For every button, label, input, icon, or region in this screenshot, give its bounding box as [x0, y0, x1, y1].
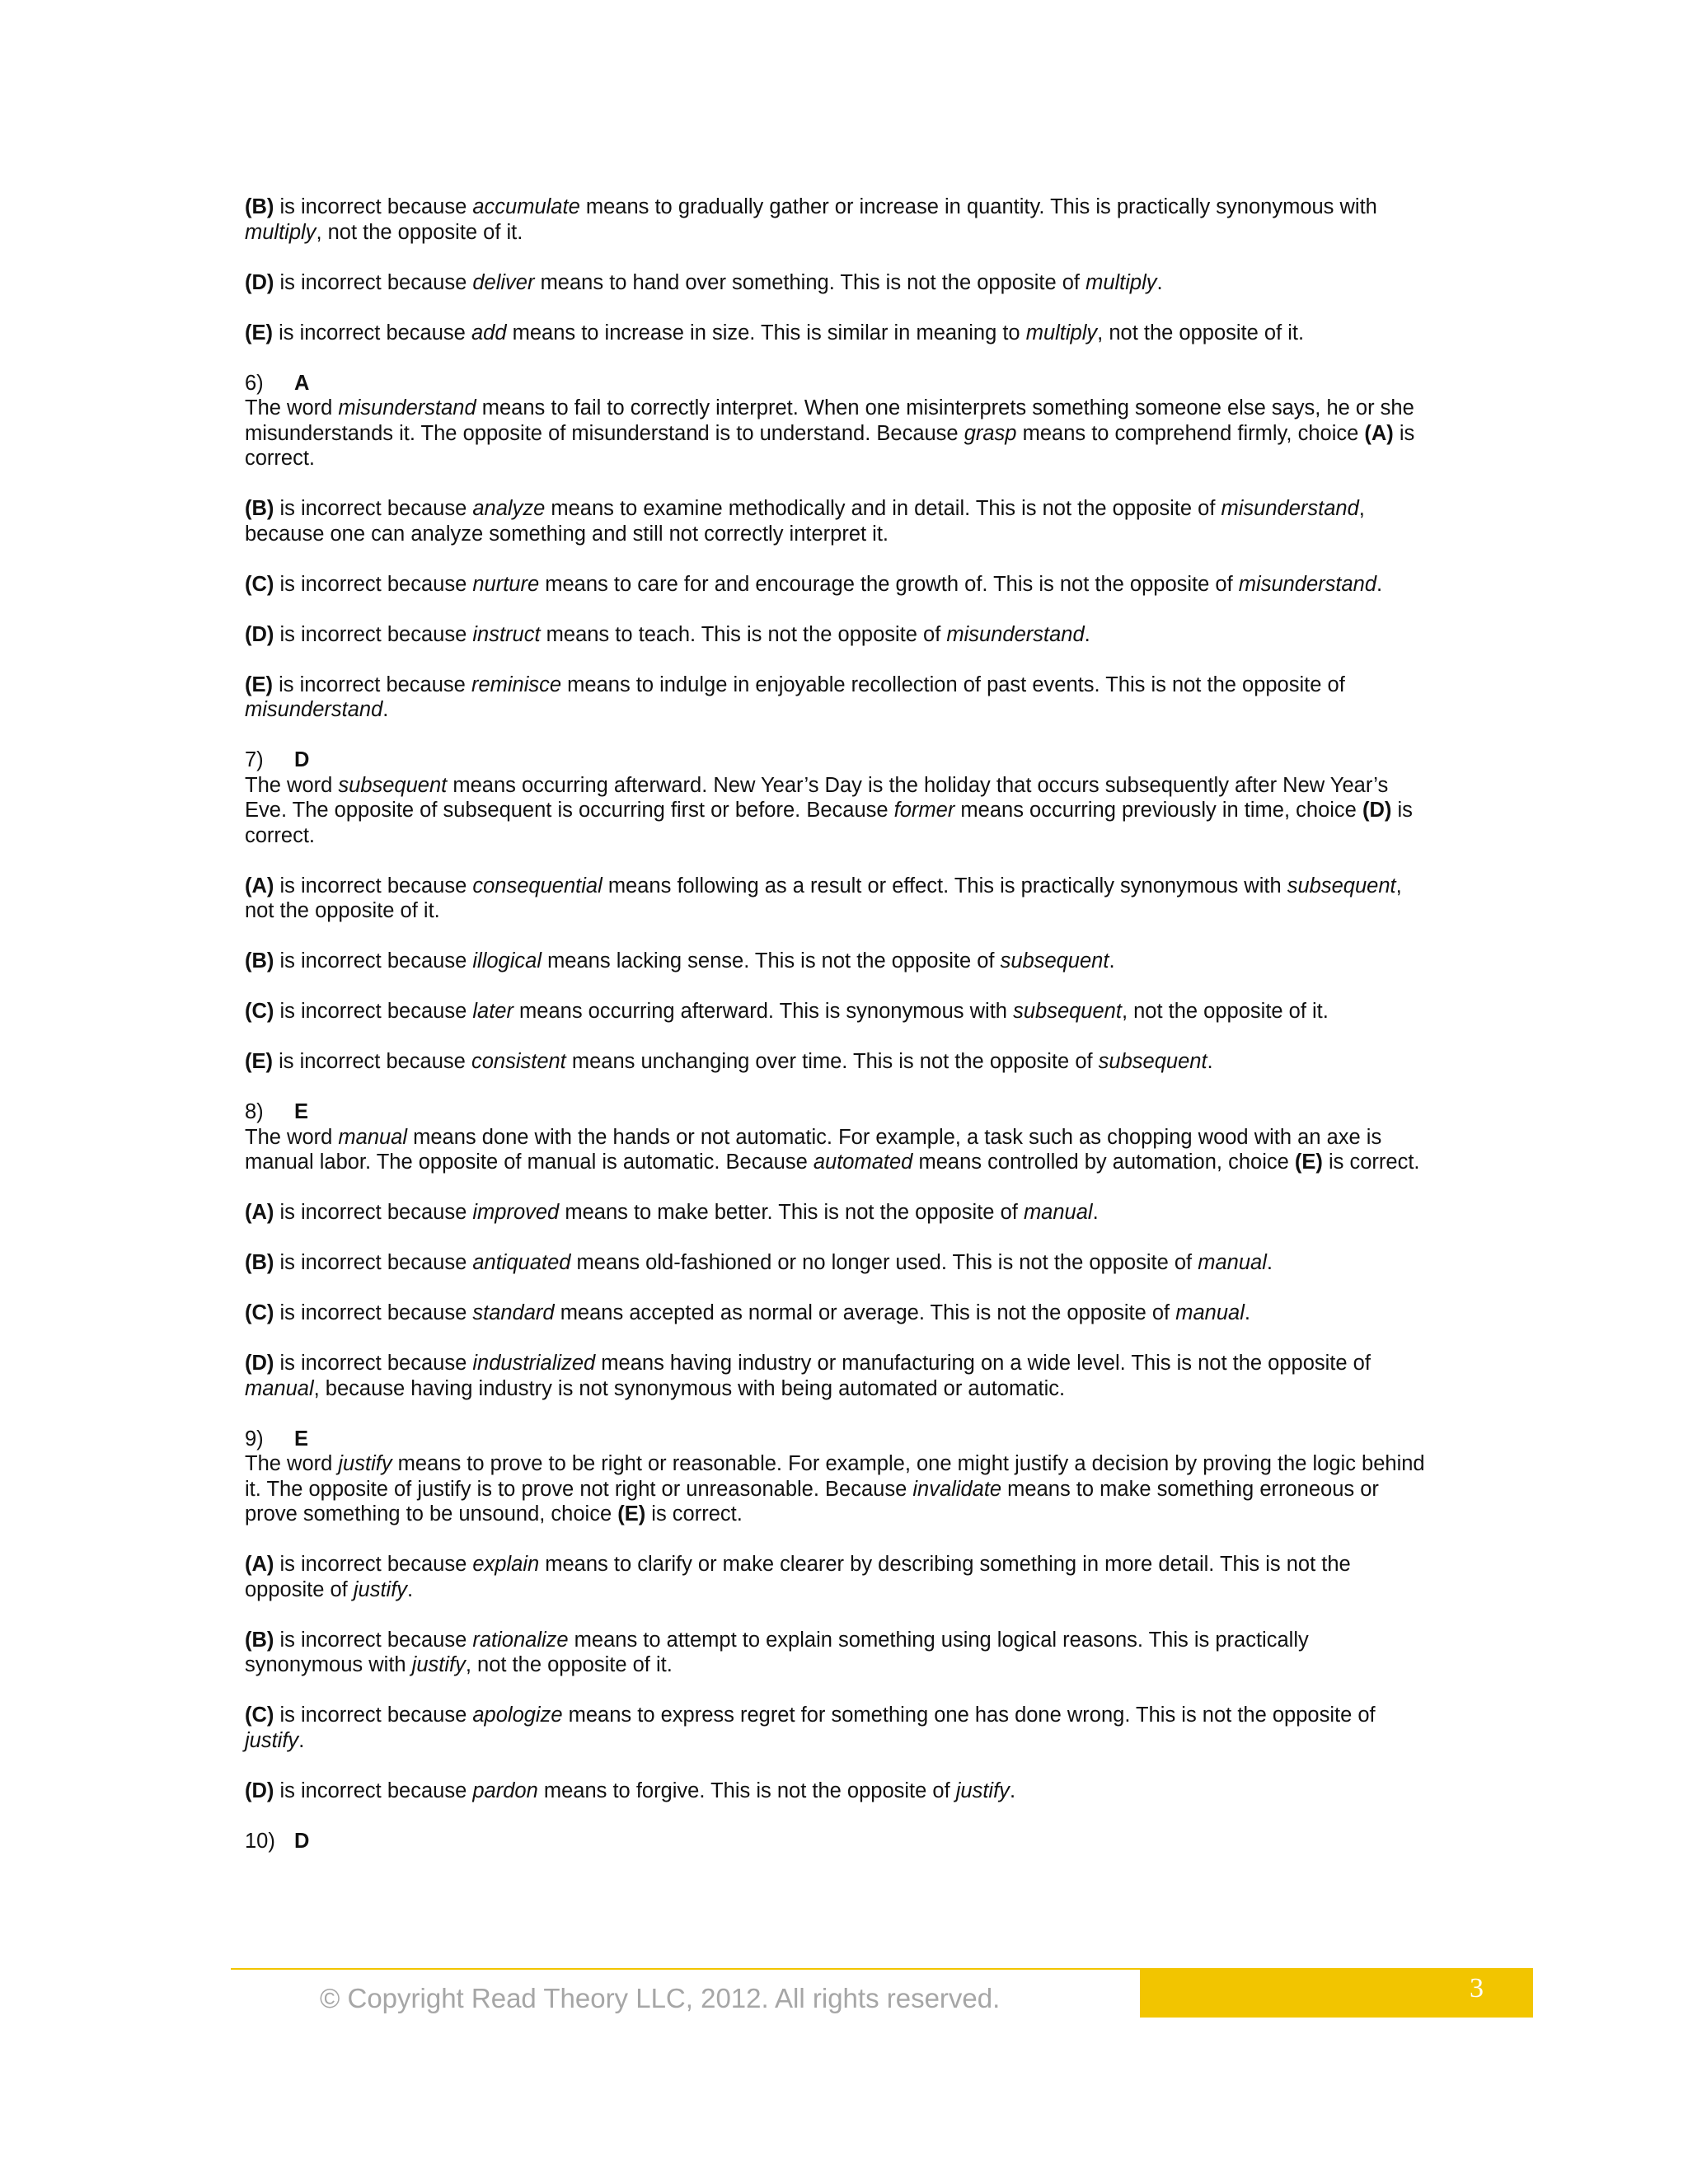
paragraph-text [245, 1703, 1432, 1753]
paragraph-text [245, 1628, 1432, 1678]
choice-label: (A) [1364, 421, 1394, 445]
paragraph-text [245, 270, 1432, 296]
vocab-word: add [471, 321, 507, 344]
choice-label: (D) [1362, 799, 1392, 822]
text-run: means to forgive. This is not the opposite of [537, 1779, 956, 1802]
question-header [245, 1829, 1432, 1854]
vocab-word: former [893, 799, 955, 822]
text-run: is incorrect because [273, 321, 471, 344]
text-run: means having industry or manufacturing on a wide level. This is not the opposite of [595, 1352, 1371, 1375]
copyright-notice: © Copyright Read Theory LLC, 2012. All rights reserved. [320, 1983, 1001, 2013]
text-run: means to increase in size. This is similar in meaning to [506, 321, 1026, 344]
choice-label: (E) [1294, 1151, 1323, 1174]
text-run: means old-fashioned or no longer used. This is not the opposite of [570, 1251, 1198, 1274]
choice-label: (A) [245, 1553, 274, 1576]
choice-explanation [245, 1351, 1432, 1401]
text-run: is incorrect because [274, 1251, 473, 1274]
text-run: The word [245, 396, 339, 419]
answer-letter: A [294, 371, 310, 395]
vocab-word: justify [411, 1653, 466, 1676]
vocab-word: justify [955, 1779, 1010, 1802]
text-run: . [382, 698, 389, 721]
vocab-word: multiply [245, 220, 316, 244]
choice-label: (C) [245, 572, 274, 596]
text-run: means occurring afterward. New Year’s Day is the holiday that occurs subsequently after New Year’s Eve. The opposite of subsequent is occurring first or before. Because [245, 773, 1389, 822]
choice-explanation [245, 572, 1432, 598]
vocab-word: later [472, 1000, 513, 1023]
text-run: means accepted as normal or average. This is not the opposite of [554, 1301, 1176, 1324]
vocab-word: justify [338, 1452, 392, 1475]
text-run: means to teach. This is not the opposite of [540, 622, 947, 646]
paragraph-text [245, 1250, 1432, 1276]
vocab-word: manual [1175, 1301, 1245, 1324]
text-run: means to gradually gather or increase in quantity. This is practically synonymous with [579, 195, 1377, 218]
text-run: is incorrect because [274, 270, 473, 294]
text-run: is incorrect because [273, 1050, 471, 1073]
answer-letter: D [294, 748, 310, 771]
page-number: 3 [1470, 1973, 1484, 2004]
paragraph-text [245, 1779, 1432, 1804]
text-run: The word [245, 1125, 339, 1149]
vocab-word: standard [472, 1301, 555, 1324]
vocab-word: multiply [1085, 270, 1157, 294]
text-run: The word [245, 773, 339, 797]
choice-label: (D) [245, 622, 274, 646]
choice-explanation [245, 321, 1432, 346]
question-header [245, 371, 1432, 396]
text-run: means to clarify or make clearer by describing something in more detail. This is not the opposite of [245, 1553, 1351, 1601]
text-run: means to examine methodically and in detail. This is not the opposite of [545, 497, 1221, 520]
text-run: . [1207, 1050, 1213, 1073]
question-number: 7) [245, 748, 264, 771]
text-run: means done with the hands or not automatic. For example, a task such as chopping wood with an axe is manual labor. The opposite of manual is automatic. Because [245, 1125, 1382, 1174]
paragraph-text [245, 1451, 1432, 1527]
paragraph-text [245, 496, 1432, 546]
paragraph-text [245, 622, 1432, 648]
choice-label: (D) [245, 1352, 274, 1375]
paragraph-text [245, 1351, 1432, 1401]
vocab-word: antiquated [472, 1251, 571, 1274]
text-run: is incorrect because [274, 1779, 473, 1802]
paragraph-text [245, 1200, 1432, 1226]
text-run: means to make better. This is not the opposite of [559, 1201, 1024, 1224]
answer-letter: E [294, 1427, 309, 1451]
vocab-word: deliver [472, 270, 535, 294]
text-run: is incorrect because [274, 1352, 473, 1375]
choice-explanation [245, 270, 1432, 296]
paragraph-text [245, 1125, 1432, 1175]
text-run: . [1084, 622, 1090, 646]
text-run: is incorrect because [274, 1201, 473, 1224]
text-run: is incorrect because [274, 1553, 473, 1576]
vocab-word: misunderstand [245, 698, 383, 721]
choice-explanation [245, 1049, 1432, 1075]
text-run: means to express regret for something one has done wrong. This is not the opposite of [562, 1704, 1376, 1727]
text-run: means controlled by automation, choice [912, 1151, 1295, 1174]
text-run: is incorrect because [274, 195, 473, 218]
choice-explanation [245, 1779, 1432, 1804]
vocab-word: manual [1023, 1201, 1093, 1224]
text-run: means to attempt to explain something using logical reasons. This is practically synonymous with [245, 1628, 1309, 1676]
vocab-word: multiply [1025, 321, 1098, 344]
text-run: is correct. [645, 1502, 743, 1526]
question-header [245, 748, 1432, 773]
choice-label: (B) [245, 195, 274, 218]
text-run: is incorrect because [274, 949, 473, 972]
vocab-word: subsequent [1000, 949, 1109, 972]
paragraph-text [245, 1301, 1432, 1326]
text-run: , not the opposite of it. [245, 874, 1402, 922]
vocab-word: consistent [471, 1050, 566, 1073]
choice-label: (D) [245, 270, 274, 294]
vocab-word: manual [1198, 1251, 1267, 1274]
question-number: 9) [245, 1427, 264, 1451]
choice-label: (C) [245, 1301, 274, 1324]
choice-explanation [245, 496, 1432, 546]
vocab-word: automated [813, 1151, 913, 1174]
vocab-word: industrialized [472, 1352, 596, 1375]
footer-rule [231, 1968, 1140, 1970]
question-header [245, 1427, 1432, 1452]
paragraph-text [245, 321, 1432, 346]
choice-explanation [245, 1250, 1432, 1276]
paragraph-text [245, 874, 1432, 924]
vocab-word: analyze [472, 497, 546, 520]
choice-label: (B) [245, 949, 274, 972]
question-number: 10) [245, 1829, 275, 1853]
text-run: , not the opposite of it. [1097, 321, 1305, 344]
text-run: means to indulge in enjoyable recollection of past events. This is not the opposite of [561, 673, 1345, 696]
choice-explanation [245, 999, 1432, 1024]
text-run: means following as a result or effect. This is practically synonymous with [602, 874, 1287, 898]
text-run: . [1244, 1301, 1250, 1324]
vocab-word: illogical [472, 949, 542, 972]
text-run: . [1376, 572, 1383, 596]
vocab-word: nurture [472, 572, 540, 596]
vocab-word: grasp [964, 421, 1017, 445]
vocab-word: manual [338, 1125, 408, 1149]
choice-explanation [245, 1628, 1432, 1678]
text-run: is incorrect because [274, 1704, 473, 1727]
vocab-word: instruct [472, 622, 541, 646]
question-explanation [245, 371, 1432, 471]
question-number: 6) [245, 371, 264, 395]
text-run: means occurring previously in time, choice [954, 799, 1362, 822]
answer-letter: D [294, 1829, 310, 1853]
paragraph-text [245, 572, 1432, 598]
text-run: . [1266, 1251, 1273, 1274]
vocab-word: rationalize [472, 1628, 569, 1652]
paragraph-text [245, 194, 1432, 245]
choice-explanation [245, 874, 1432, 924]
vocab-word: consequential [472, 874, 603, 898]
text-run: means lacking sense. This is not the opposite of [541, 949, 1001, 972]
text-run: , not the opposite of it. [1121, 1000, 1329, 1023]
text-run: means unchanging over time. This is not the opposite of [565, 1050, 1099, 1073]
text-run: is incorrect because [274, 1301, 473, 1324]
vocab-word: misunderstand [1238, 572, 1377, 596]
choice-label: (A) [245, 1201, 274, 1224]
paragraph-text [245, 396, 1432, 471]
text-run: means occurring afterward. This is synonymous with [513, 1000, 1014, 1023]
text-run: is correct. [245, 799, 1413, 847]
vocab-word: justify [245, 1728, 299, 1752]
choice-label: (B) [245, 1628, 274, 1652]
question-header [245, 1099, 1432, 1125]
vocab-word: subsequent [1098, 1050, 1207, 1073]
text-run: means to fail to correctly interpret. When one misinterprets something someone else says, he or she misunderstands it. The opposite of misunderstand is to understand. Because [245, 396, 1414, 445]
question-number: 8) [245, 1100, 264, 1123]
footer-page-bar [1140, 1968, 1533, 2018]
text-run: . [1156, 270, 1163, 294]
text-run: is incorrect because [274, 1628, 473, 1652]
text-run: is incorrect because [274, 622, 473, 646]
choice-explanation [245, 673, 1432, 723]
paragraph-text [245, 773, 1432, 849]
text-run: means to hand over something. This is not the opposite of [534, 270, 1086, 294]
vocab-word: improved [472, 1201, 560, 1224]
choice-explanation [245, 194, 1432, 245]
question-explanation [245, 748, 1432, 848]
vocab-word: subsequent [338, 773, 448, 797]
text-run: is correct. [245, 421, 1415, 470]
choice-label: (E) [617, 1502, 646, 1526]
document-body [245, 194, 1432, 1879]
text-run: . [1009, 1779, 1016, 1802]
choice-label: (E) [245, 321, 273, 344]
choice-label: (B) [245, 1251, 274, 1274]
question-explanation [245, 1427, 1432, 1527]
paragraph-text [245, 1049, 1432, 1075]
vocab-word: misunderstand [338, 396, 476, 419]
text-run: is incorrect because [273, 673, 471, 696]
choice-label: (C) [245, 1000, 274, 1023]
answer-letter: E [294, 1100, 309, 1123]
vocab-word: manual [245, 1376, 314, 1400]
text-run: is incorrect because [274, 497, 473, 520]
paragraph-text [245, 673, 1432, 723]
vocab-word: subsequent [1013, 1000, 1122, 1023]
vocab-word: subsequent [1287, 874, 1396, 898]
text-run: means to make something erroneous or prove something to be unsound, choice [245, 1477, 1379, 1526]
vocab-word: apologize [472, 1704, 563, 1727]
choice-explanation [245, 1200, 1432, 1226]
text-run: , not the opposite of it. [465, 1653, 673, 1676]
choice-explanation [245, 949, 1432, 974]
text-run: , not the opposite of it. [316, 220, 523, 244]
vocab-word: reminisce [471, 673, 562, 696]
text-run: is incorrect because [274, 572, 473, 596]
choice-label: (A) [245, 874, 274, 898]
text-run: , because one can analyze something and still not correctly interpret it. [245, 497, 1365, 546]
choice-label: (D) [245, 1779, 274, 1802]
vocab-word: explain [472, 1553, 540, 1576]
choice-explanation [245, 1703, 1432, 1753]
vocab-word: misunderstand [946, 622, 1085, 646]
choice-label: (E) [245, 1050, 273, 1073]
text-run: , because having industry is not synonymous with being automated or automatic. [313, 1376, 1066, 1400]
text-run: is correct. [1322, 1151, 1420, 1174]
choice-explanation [245, 1301, 1432, 1326]
text-run: . [1092, 1201, 1099, 1224]
question-explanation [245, 1829, 1432, 1854]
paragraph-text [245, 949, 1432, 974]
paragraph-text [245, 999, 1432, 1024]
text-run: is incorrect because [274, 874, 473, 898]
text-run: . [407, 1577, 414, 1601]
choice-label: (C) [245, 1704, 274, 1727]
question-explanation [245, 1099, 1432, 1175]
text-run: means to care for and encourage the growth of. This is not the opposite of [539, 572, 1239, 596]
vocab-word: misunderstand [1221, 497, 1359, 520]
text-run: . [298, 1728, 305, 1752]
vocab-word: accumulate [472, 195, 580, 218]
text-run: means to prove to be right or reasonable. For example, one might justify a decision by proving the logic behind it. The opposite of justify is to prove not right or unreasonable. Because [245, 1452, 1425, 1501]
paragraph-text [245, 1552, 1432, 1602]
text-run: . [1109, 949, 1115, 972]
choice-label: (E) [245, 673, 273, 696]
choice-explanation [245, 622, 1432, 648]
vocab-word: justify [353, 1577, 408, 1601]
choice-explanation [245, 1552, 1432, 1602]
text-run: means to comprehend firmly, choice [1016, 421, 1365, 445]
text-run: The word [245, 1452, 339, 1475]
vocab-word: pardon [472, 1779, 538, 1802]
vocab-word: invalidate [912, 1477, 1002, 1501]
text-run: is incorrect because [274, 1000, 473, 1023]
choice-label: (B) [245, 497, 274, 520]
